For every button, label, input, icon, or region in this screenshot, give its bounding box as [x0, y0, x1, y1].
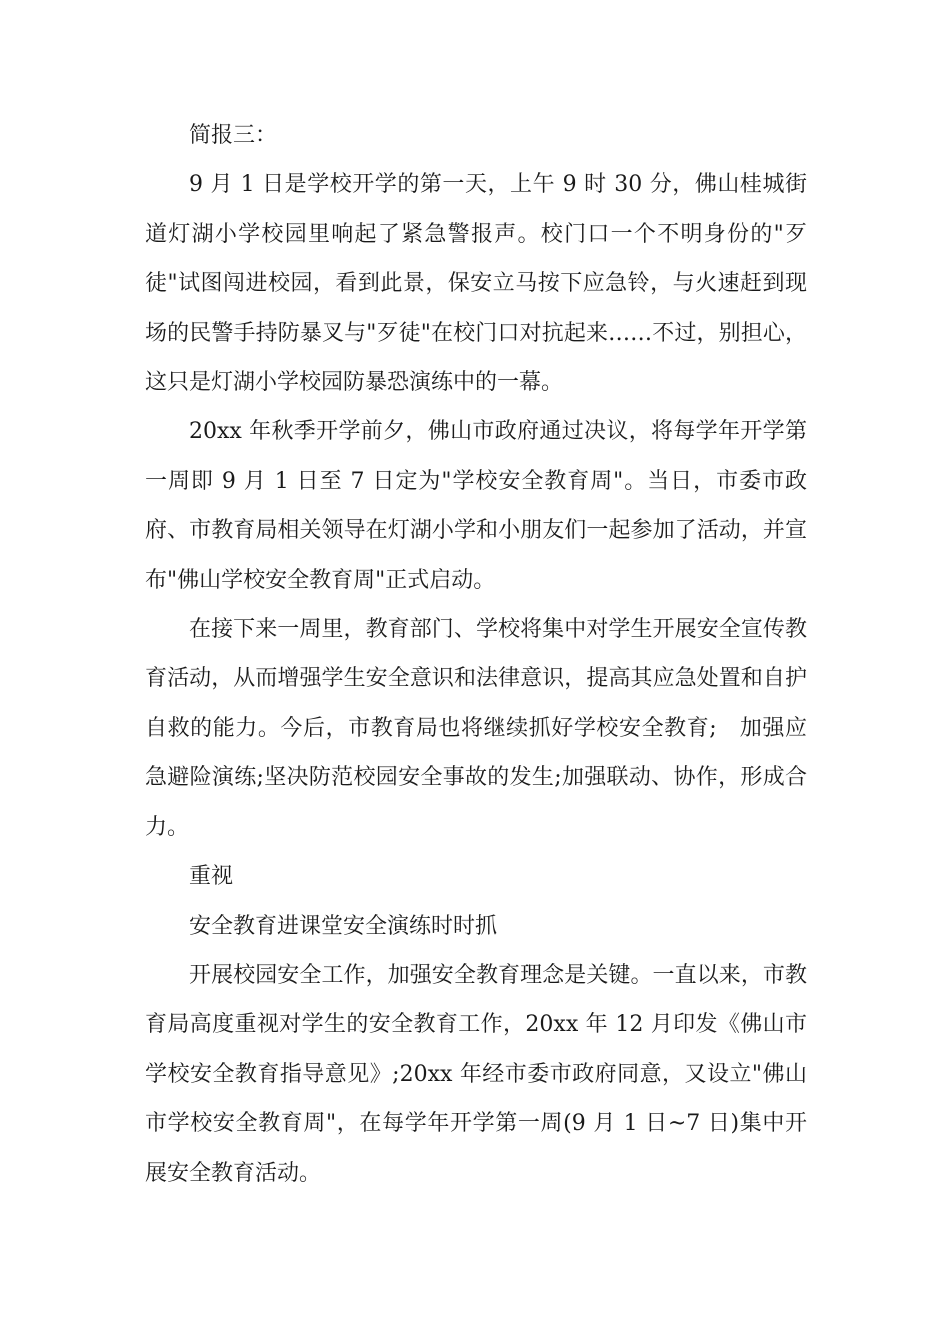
paragraph-drill: 9 月 1 日是学校开学的第一天，上午 9 时 30 分，佛山桂城街道灯湖小学校园里响起了紧急警报声。校门口一个不明身份的"歹徒"试图闯进校园，看到此景，保安立马按下应急铃，与火速赶到现场的民警手持防暴叉与"歹徒"在校门口对抗起来……不过，别担心，这只是灯湖小学校园防暴恐演练中的一幕。: [145, 172, 807, 396]
paragraph-campus-safety: 开展校园安全工作，加强安全教育理念是关键。一直以来，市教育局高度重视对学生的安全教育工作，20xx 年 12 月印发《佛山市学校安全教育指导意见》;20xx 年经市委市政府同意，又设立"佛山市学校安全教育周"，在每学年开学第一周(9 月 1 日~7 日)集中开展安全教育活动。: [145, 962, 807, 1186]
paragraph-education-activities: 在接下来一周里，教育部门、学校将集中对学生开展安全宣传教育活动，从而增强学生安全意识和法律意识，提高其应急处置和自护自救的能力。今后，市教育局也将继续抓好学校安全教育; 加强应急避险演练;坚决防范校园安全事故的发生;加强联动、协作，形成合力。: [145, 617, 807, 840]
section-title: 简报三：: [189, 123, 278, 148]
document-page: [145, 111, 807, 1198]
subheading-classroom: 安全教育进课堂安全演练时时抓: [189, 913, 498, 939]
paragraph-safety-week: 20xx 年秋季开学前夕，佛山市政府通过决议，将每学年开学第一周即 9 月 1 日至 7 日定为"学校安全教育周"。当日，市委市政府、市教育局相关领导在灯湖小学和小朋友们一起参加了活动，并宣布"佛山学校安全教育周"正式启动。: [145, 419, 807, 593]
subheading-emphasis: 重视: [189, 864, 234, 890]
